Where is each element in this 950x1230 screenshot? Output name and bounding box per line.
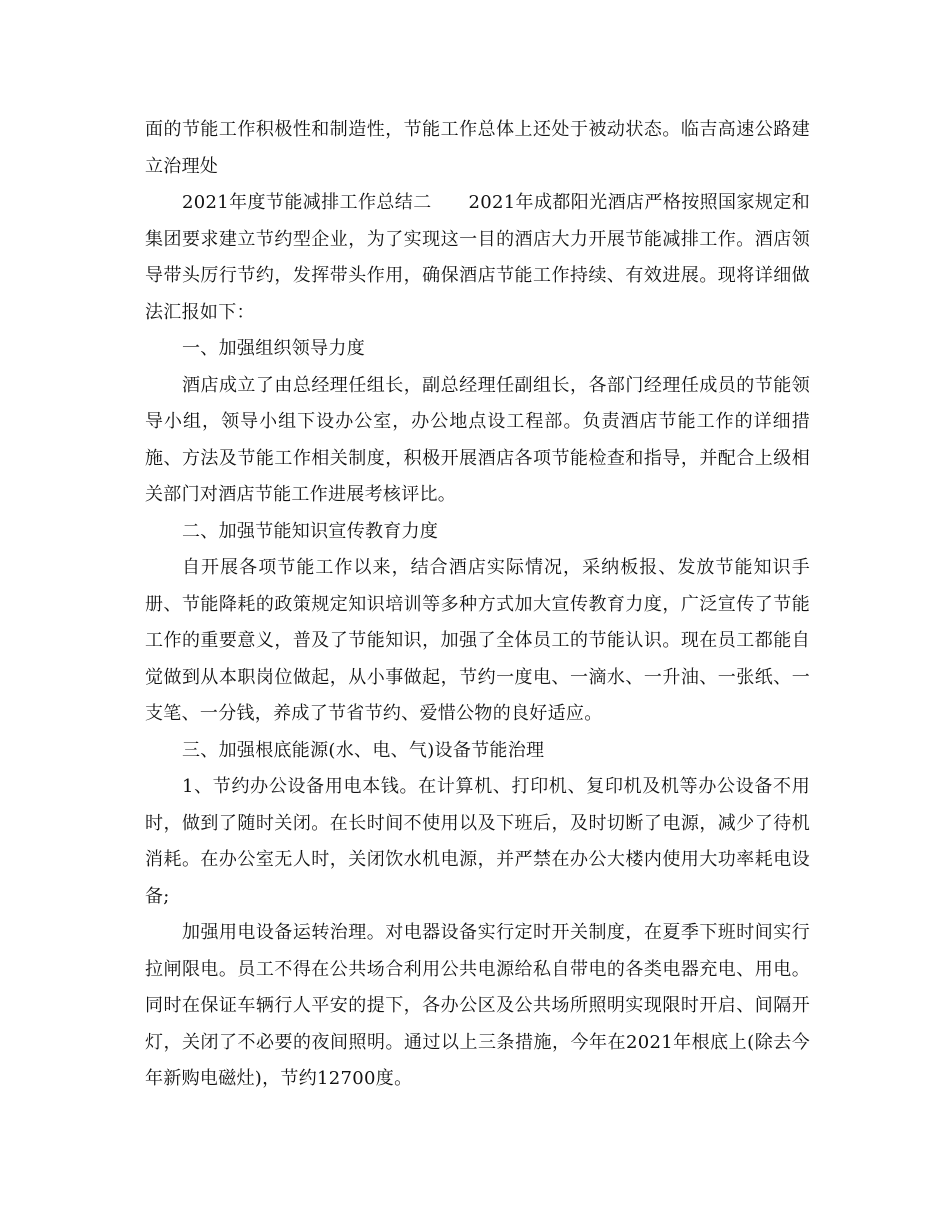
paragraph-electric-management: 加强用电设备运转治理。对电器设备实行定时开关制度，在夏季下班时间实行拉闸限电。员工不得在公共场合利用公共电源给私自带电的各类电器充电、用电。同时在保证车辆行人平安的提下，各办公区及公共场所照明实现限时开启、间隔开灯，关闭了不必要的夜间照明。通过以上三条措施，今年在2021年根底上(除去今年新购电磁灶)，节约12700度。: [145, 922, 810, 1089]
paragraph-summary-intro: 2021年度节能减排工作总结二 2021年成都阳光酒店严格按照国家规定和集团要求建立节约型企业，为了实现这一目的酒店大力开展节能减排工作。酒店领导带头厉行节约，发挥带头作用，确保酒店节能工作持续、有效进展。现将详细做法汇报如下：: [145, 192, 810, 323]
paragraph-education: 自开展各项节能工作以来，结合酒店实际情况，采纳板报、发放节能知识手册、节能降耗的政策规定知识培训等多种方式加大宣传教育力度，广泛宣传了节能工作的重要意义，普及了节能知识，加强了全体员工的节能认识。现在员工都能自觉做到从本职岗位做起，从小事做起，节约一度电、一滴水、一升油、一张纸、一支笔、一分钱，养成了节省节约、爱惜公物的良好适应。: [145, 557, 810, 724]
paragraph-leadership: 酒店成立了由总经理任组长，副总经理任副组长，各部门经理任成员的节能领导小组，领导小组下设办公室，办公地点设工程部。负责酒店节能工作的详细措施、方法及节能工作相关制度，积极开展酒店各项节能检查和指导，并配合上级相关部门对酒店节能工作进展考核评比。: [145, 374, 810, 505]
section-heading-2: 二、加强节能知识宣传教育力度: [182, 520, 439, 542]
section-heading-3: 三、加强根底能源(水、电、气)设备节能治理: [182, 739, 545, 761]
paragraph-continuation: 面的节能工作积极性和制造性，节能工作总体上还处于被动状态。临吉高速公路建立治理处: [145, 119, 810, 177]
document-body: [145, 112, 810, 1098]
paragraph-office-equipment: 1、节约办公设备用电本钱。在计算机、打印机、复印机及机等办公设备不用时，做到了随时关闭。在长时间不使用以及下班后，及时切断了电源，减少了待机消耗。在办公室无人时，关闭饮水机电源，并严禁在办公大楼内使用大功率耗电设备;: [145, 776, 810, 907]
section-heading-1: 一、加强组织领导力度: [182, 338, 365, 359]
